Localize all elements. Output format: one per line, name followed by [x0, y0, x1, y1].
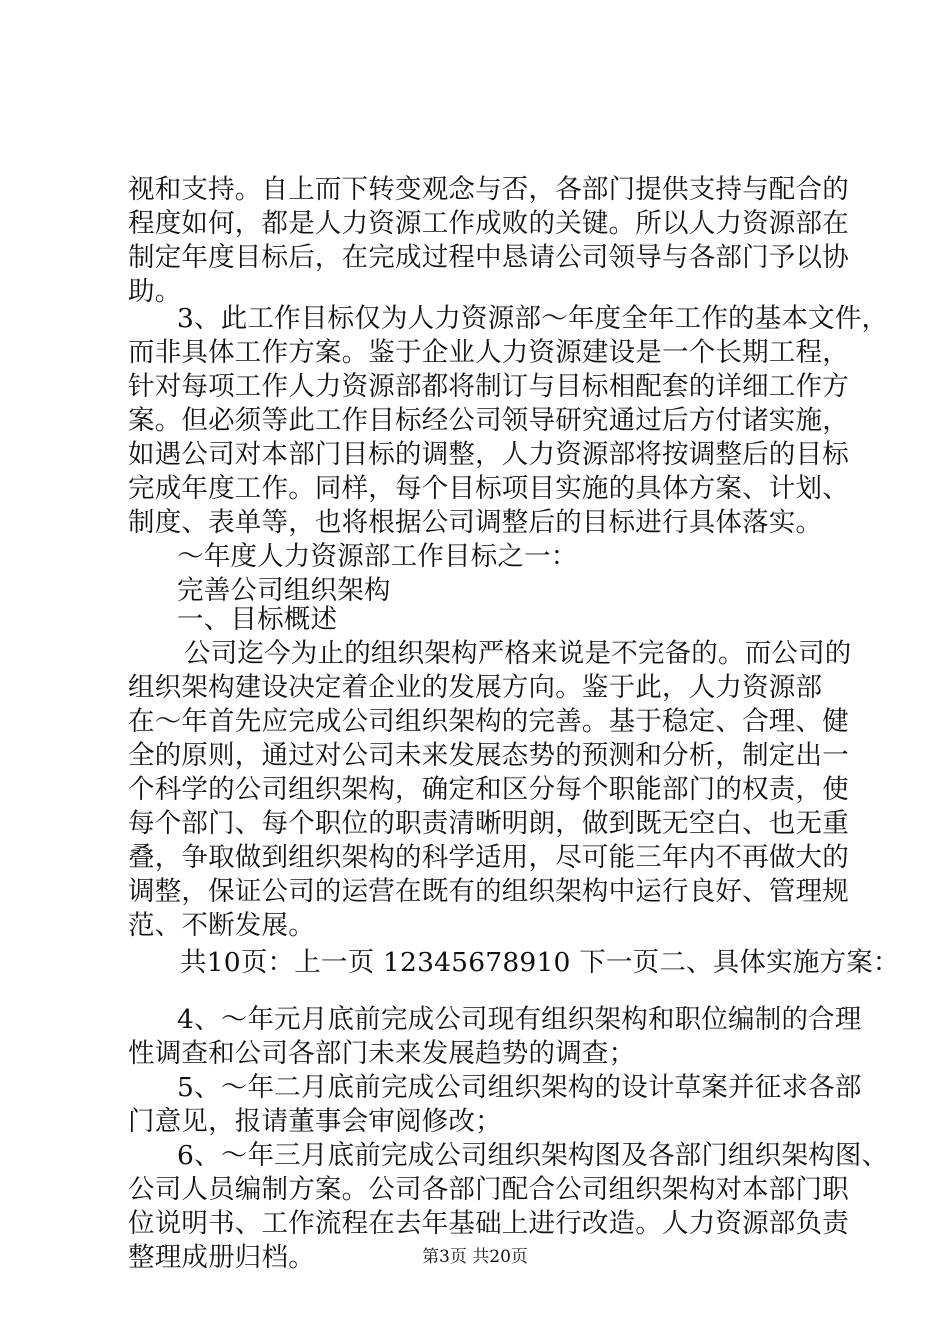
paragraph-line: 每个部门、每个职位的职责清晰明朗，做到既无空白、也无重	[128, 808, 849, 839]
paragraph-line: 性调查和公司各部门未来发展趋势的调查；	[128, 1038, 636, 1069]
paragraph-line: 视和支持。自上而下转变观念与否，各部门提供支持与配合的	[128, 174, 849, 205]
paragraph-line: 如遇公司对本部门目标的调整，人力资源部将按调整后的目标	[128, 439, 849, 470]
section-heading: ～年度人力资源部工作目标之一：	[177, 541, 578, 572]
paragraph-line: 公司迄今为止的组织架构严格来说是不完备的。而公司的	[184, 638, 852, 669]
paragraph-line: 而非具体工作方案。鉴于企业人力资源建设是一个长期工程，	[128, 337, 849, 368]
paragraph-line: 调整，保证公司的运营在既有的组织架构中运行良好、管理规	[128, 876, 849, 907]
page-footer: 第3页 共20页	[422, 1247, 528, 1267]
paragraph-line: 叠，争取做到组织架构的科学适用，尽可能三年内不再做大的	[128, 842, 849, 873]
paragraph-line: 在～年首先应完成公司组织架构的完善。基于稳定、合理、健	[128, 706, 849, 737]
paragraph-line: 案。但必须等此工作目标经公司领导研究通过后方付诸实施，	[128, 405, 849, 436]
paragraph-line: 程度如何，都是人力资源工作成败的关键。所以人力资源部在	[128, 208, 849, 239]
paragraph-line: 针对每项工作人力资源部都将制订与目标相配套的详细工作方	[128, 371, 849, 402]
paragraph-line: 助。	[128, 276, 182, 307]
paragraph-line: 公司人员编制方案。公司各部门配合公司组织架构对本部门职	[128, 1174, 849, 1205]
pagination-text: 共10页：上一页 12345678910 下一页二、具体实施方案：	[180, 947, 900, 978]
subsection-heading: 一、目标概述	[177, 604, 338, 635]
paragraph-line: 6、～年三月底前完成公司组织架构图及各部门组织架构图、	[177, 1140, 889, 1171]
paragraph-line: 制定年度目标后，在完成过程中恳请公司领导与各部门予以协	[128, 242, 849, 273]
paragraph-line: 5、～年二月底前完成公司组织架构的设计草案并征求各部	[177, 1072, 862, 1103]
paragraph-line: 范、不断发展。	[128, 910, 315, 941]
paragraph-line: 4、～年元月底前完成公司现有组织架构和职位编制的合理	[177, 1004, 862, 1035]
paragraph-line: 整理成册归档。	[128, 1242, 315, 1273]
paragraph-line: 个科学的公司组织架构，确定和区分每个职能部门的权责，使	[128, 774, 849, 805]
paragraph-line: 门意见，报请董事会审阅修改；	[128, 1106, 502, 1137]
paragraph-line: 3、此工作目标仅为人力资源部～年度全年工作的基本文件，	[177, 303, 889, 334]
paragraph-line: 位说明书、工作流程在去年基础上进行改造。人力资源部负责	[128, 1208, 849, 1239]
paragraph-line: 全的原则，通过对公司未来发展态势的预测和分析，制定出一	[128, 740, 849, 771]
paragraph-line: 完成年度工作。同样，每个目标项目实施的具体方案、计划、	[128, 473, 849, 504]
paragraph-line: 制度、表单等，也将根据公司调整后的目标进行具体落实。	[128, 507, 823, 538]
section-title: 完善公司组织架构	[177, 575, 391, 606]
paragraph-line: 组织架构建设决定着企业的发展方向。鉴于此，人力资源部	[128, 672, 823, 703]
